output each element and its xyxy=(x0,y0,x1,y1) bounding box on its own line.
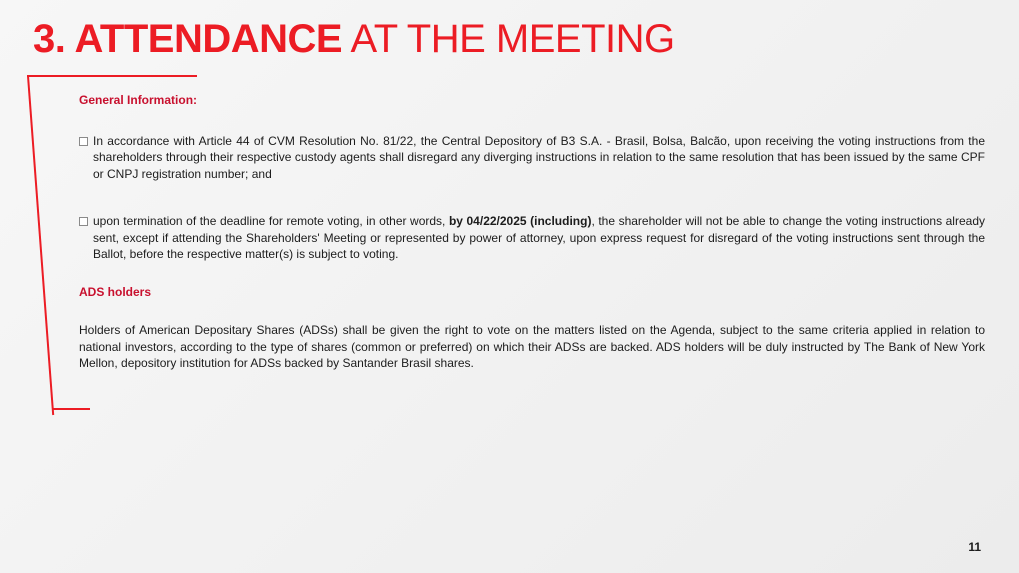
bracket-bottom-line xyxy=(52,408,90,410)
general-info-heading: General Information: xyxy=(79,93,198,107)
title-bold: 3. ATTENDANCE xyxy=(33,17,343,61)
page-title xyxy=(33,14,675,64)
ads-holders-heading: ADS holders xyxy=(79,284,152,299)
bullet-text-pre: upon termination of the deadline for remote voting, in other words, xyxy=(93,214,449,228)
page-number: 11 xyxy=(968,540,981,554)
deadline-date: by 04/22/2025 (including) xyxy=(448,214,592,228)
bullet-item xyxy=(79,213,985,263)
bracket-side-line xyxy=(27,76,54,415)
title-light: AT THE MEETING xyxy=(350,17,675,61)
bullet-text: In accordance with Article 44 of CVM Resolution No. 81/22, the Central Depository of B3 S.A. - Brasil, Bolsa, Balcão, upon receiving the voting instructions from the shareholders through their respective custody agents shall disregard any diverging instructions in relation to the same resolution that has been issued by the same CPF or CNPJ registration number; and xyxy=(93,133,985,181)
bullet-text-post: , the shareholder will not be able to change the voting instructions already sent, except if attending the Shareholders' Meeting or represented by power of attorney, upon express request for disregard of the voting instructions sent through the Ballot, before the respective matter(s) is subject to voting. xyxy=(93,214,985,261)
checkbox-bullet-icon xyxy=(79,137,88,146)
content-area xyxy=(79,92,985,372)
bracket-top-line xyxy=(27,75,197,77)
checkbox-bullet-icon xyxy=(79,217,88,226)
ads-holders-text: Holders of American Depositary Shares (ADSs) shall be given the right to vote on the matters listed on the Agenda, subject to the same criteria applied in relation to national investors, according to the type of shares (common or preferred) on which their ADSs are backed. ADS holders will be duly instructed by The Bank of New York Mellon, depository institution for ADSs backed by Santander Brasil shares. xyxy=(79,323,985,370)
bullet-item xyxy=(79,133,985,183)
